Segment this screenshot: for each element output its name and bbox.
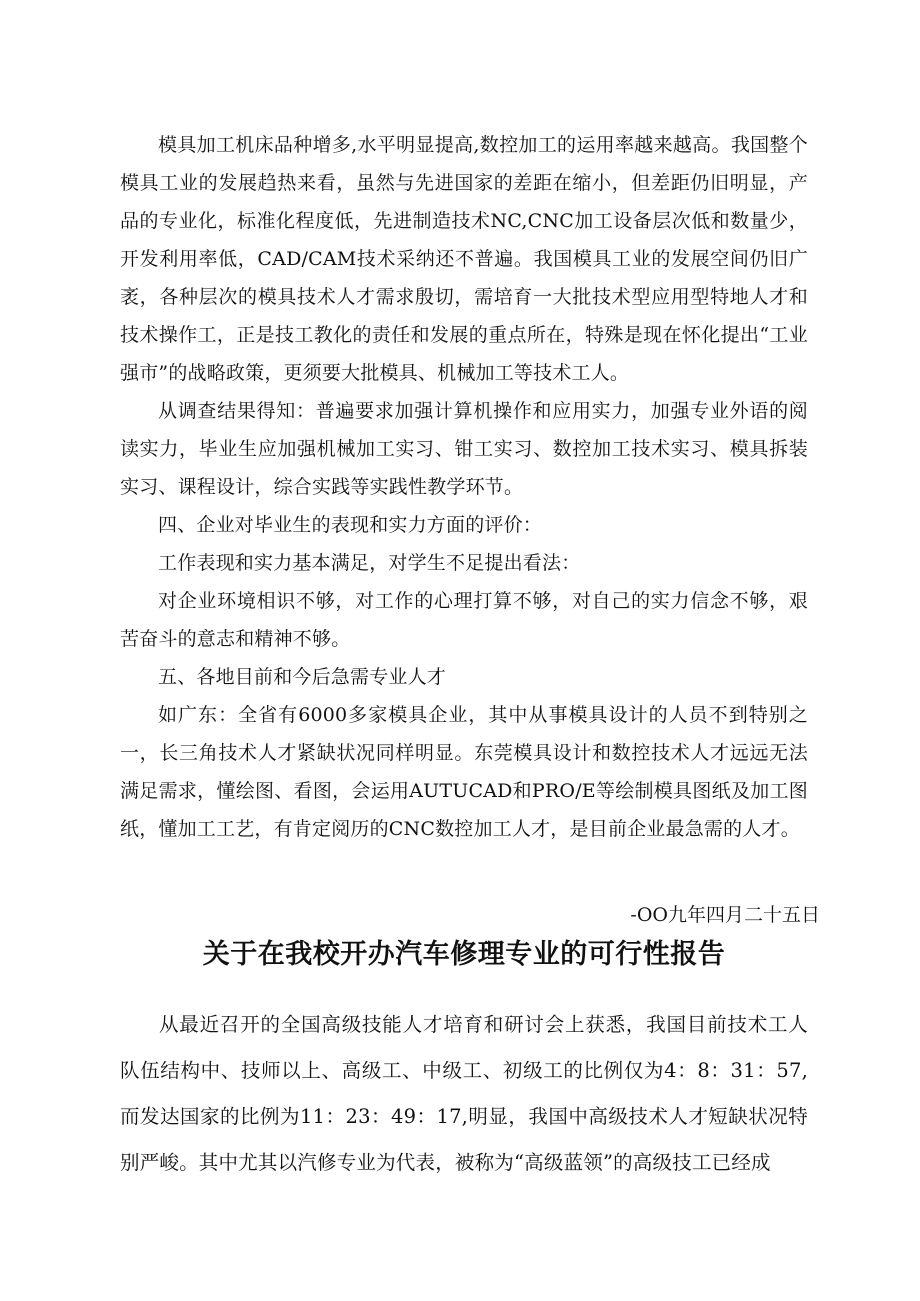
- document-date: -OO九年四月二十五日: [630, 904, 820, 926]
- paragraph-mold-industry: 模具加工机床品种增多,水平明显提高,数控加工的运用率越来越高。我国整个模具工业的发展趋热来看，虽然与先进国家的差距在缩小，但差距仍旧明显，产品的专业化，标准化程度低，先进制造技术NC,CNC加工设备层次低和数量少，开发利用率低，CAD/CAM技术采纳还不普遍。我国模具工业的发展空间仍旧广袤，各种层次的模具技术人才需求殷切，需培育一大批技术型应用型特地人才和技术操作工，正是技工教化的责任和发展的重点所在，特殊是现在怀化提出“工业强市”的战略政策，更须要大批模具、机械加工等技术工人。: [120, 134, 808, 384]
- paragraph-survey-results: 从调查结果得知：普遍要求加强计算机操作和应用实力，加强专业外语的阅读实力，毕业生应加强机械加工实习、钳工实习、数控加工技术实习、模具拆装实习、课程设计，综合实践等实践性教学环节。: [120, 400, 808, 498]
- paragraph-shortcomings: 对企业环境相识不够，对工作的心理打算不够，对自己的实力信念不够，艰苦奋斗的意志和精神不够。: [120, 590, 808, 650]
- paragraph-work-performance: 工作表现和实力基本满足，对学生不足提出看法：: [158, 552, 581, 574]
- paragraph-report-intro: 从最近召开的全国高级技能人才培育和研讨会上获悉，我国目前技术工人队伍结构中、技师以上、高级工、中级工、初级工的比例仅为4：8：31：57,而发达国家的比例为11：23：49：17,明显，我国中高级技术人才短缺状况特别严峻。其中尤其以汽修专业为代表，被称为“高级蓝领”的高级技工已经成: [120, 1013, 808, 1174]
- heading-section-four: 四、企业对毕业生的表现和实力方面的评价：: [158, 514, 543, 536]
- report-title: 关于在我校开办汽车修理专业的可行性报告: [202, 939, 726, 970]
- paragraph-guangdong: 如广东：全省有6000多家模具企业，其中从事模具设计的人员不到特别之一，长三角技术人才紧缺状况同样明显。东莞模具设计和数控技术人才远远无法满足需求，懂绘图、看图，会运用AUTUCAD和PRO/E等绘制模具图纸及加工图纸，懂加工工艺，有肯定阅历的CNC数控加工人才，是目前企业最急需的人才。: [120, 704, 808, 840]
- heading-section-five: 五、各地目前和今后急需专业人才: [158, 666, 447, 688]
